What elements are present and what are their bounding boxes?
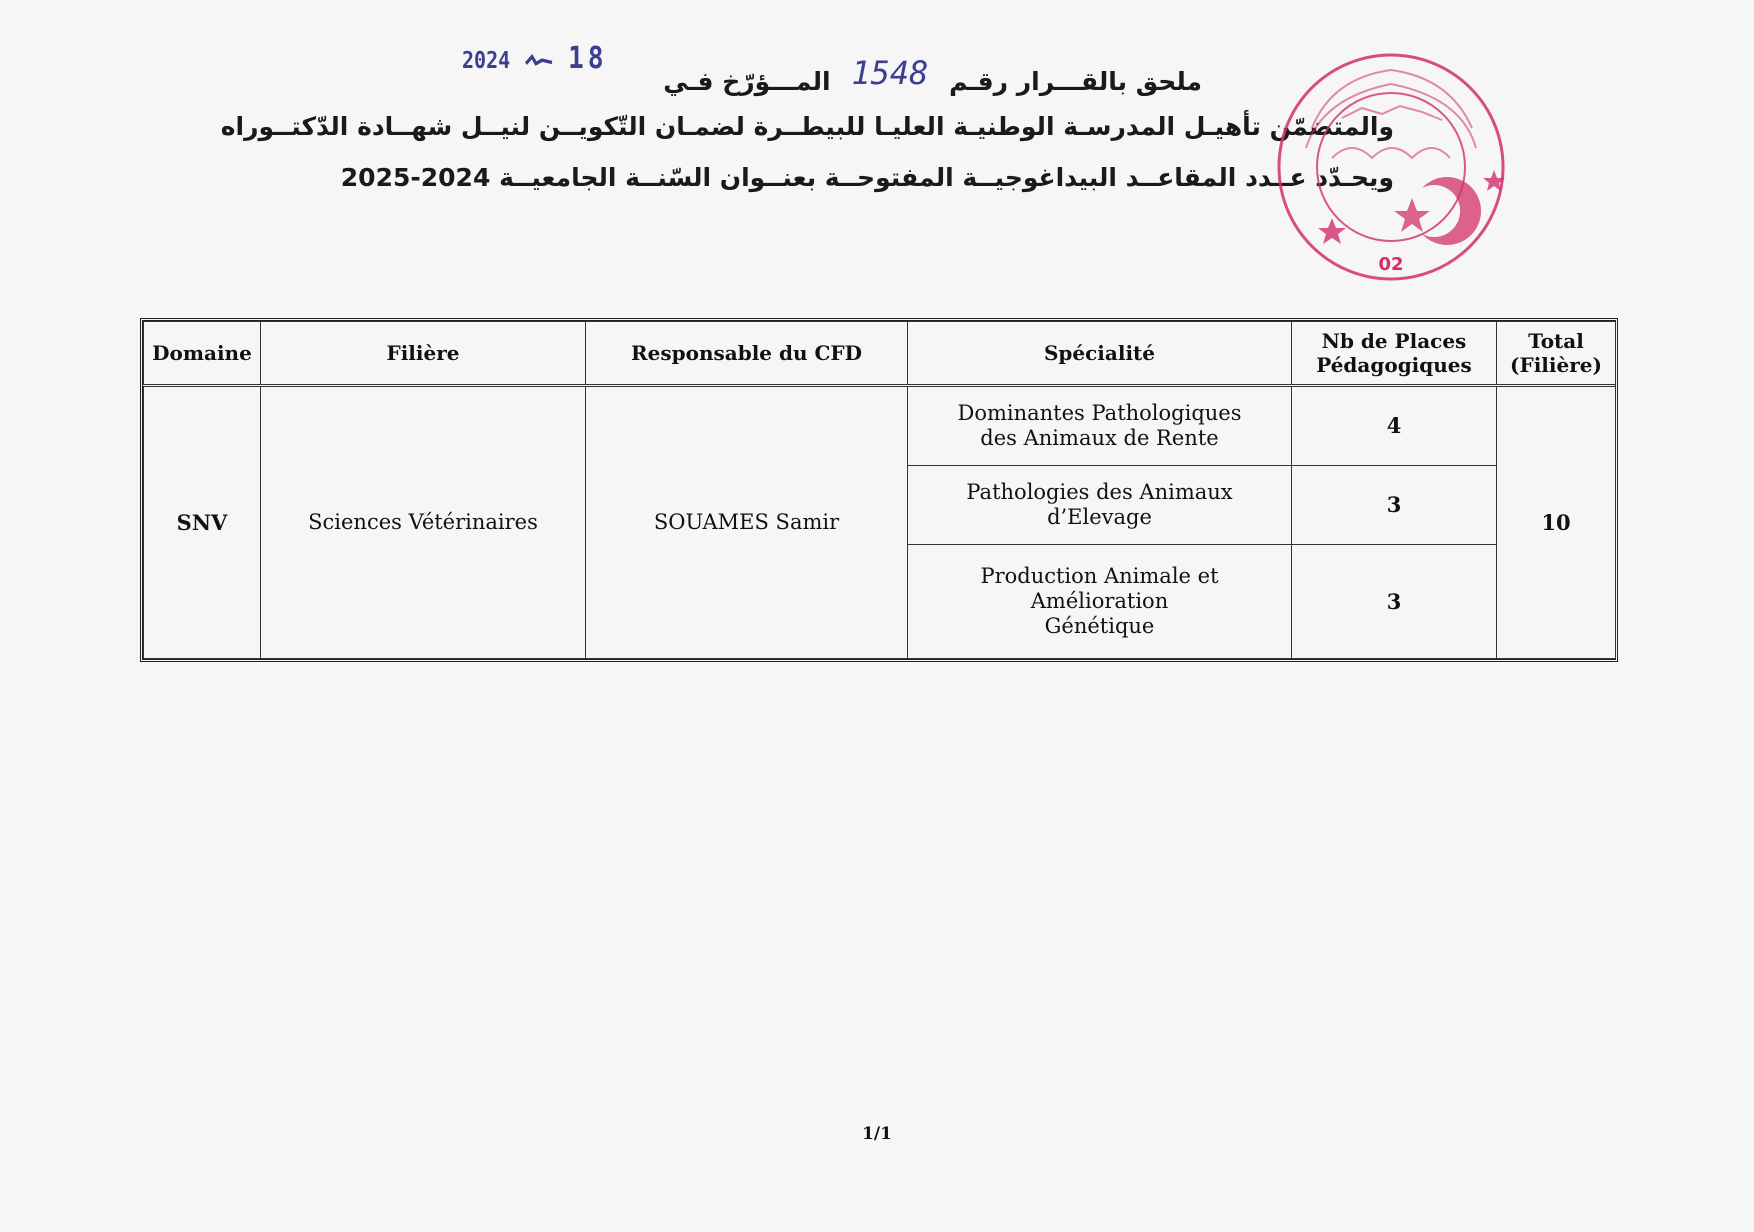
header-line-1 xyxy=(663,54,1202,98)
date-stamp-month-mark xyxy=(524,46,554,75)
cell-total: 10 xyxy=(1497,386,1616,659)
header-places-line2: Pédagogiques xyxy=(1316,353,1472,377)
header-specialite: Spécialité xyxy=(908,322,1292,386)
official-seal xyxy=(1272,48,1510,286)
date-stamp-year: 2024 xyxy=(462,46,511,74)
seal-number: 02 xyxy=(1378,254,1404,275)
table-header-row xyxy=(144,322,1616,386)
header-domaine: Domaine xyxy=(144,322,261,386)
cell-specialite xyxy=(908,386,1292,466)
header-total-line1: Total xyxy=(1528,329,1584,353)
date-stamp xyxy=(462,42,607,77)
decree-number: 1548 xyxy=(851,54,929,92)
header-line-3: ويحـدّد عــدد المقاعــد البيداغوجيــة المفتوحــة بعنــوان السّنــة الجامعيــة 2024-2025 xyxy=(340,163,1394,192)
places-table xyxy=(143,321,1616,659)
cell-responsable: SOUAMES Samir xyxy=(586,386,908,659)
header-line-2: والمتضمّن تأهيـل المدرسـة الوطنيـة العليـا للبيطــرة لضمـان التّكويــن لنيــل شهــادة الدّكتــوراه xyxy=(220,112,1394,141)
table-row xyxy=(144,386,1616,466)
header-line-1-prefix: ملحق بالقـــرار رقـم xyxy=(949,67,1202,96)
cell-places: 3 xyxy=(1292,544,1497,658)
month-scribble-icon xyxy=(524,52,554,68)
cell-specialite xyxy=(908,544,1292,658)
specialite-line1: Production Animale et Amélioration xyxy=(980,563,1219,613)
specialite-line1: Pathologies des Animaux d’Elevage xyxy=(966,479,1233,529)
specialite-line1: Dominantes Pathologiques xyxy=(957,400,1242,425)
seal-emblem-icon xyxy=(1272,48,1510,286)
specialite-line2: Génétique xyxy=(1044,613,1155,638)
header-responsable: Responsable du CFD xyxy=(586,322,908,386)
header-total xyxy=(1497,322,1616,386)
page-number: 1/1 xyxy=(862,1124,892,1144)
cell-specialite xyxy=(908,466,1292,545)
header-line-1-suffix: المـــؤرّخ فـي xyxy=(663,67,831,96)
header-places xyxy=(1292,322,1497,386)
date-stamp-day: 18 xyxy=(568,41,608,77)
specialite-line2: des Animaux de Rente xyxy=(980,426,1219,450)
header-places-line1: Nb de Places xyxy=(1321,329,1467,353)
cell-filiere: Sciences Vétérinaires xyxy=(261,386,586,659)
header-filiere: Filière xyxy=(261,322,586,386)
cell-domaine: SNV xyxy=(144,386,261,659)
places-table-wrapper xyxy=(140,318,1618,662)
cell-places: 3 xyxy=(1292,466,1497,545)
cell-places: 4 xyxy=(1292,386,1497,466)
header-total-line2: (Filière) xyxy=(1510,353,1602,377)
